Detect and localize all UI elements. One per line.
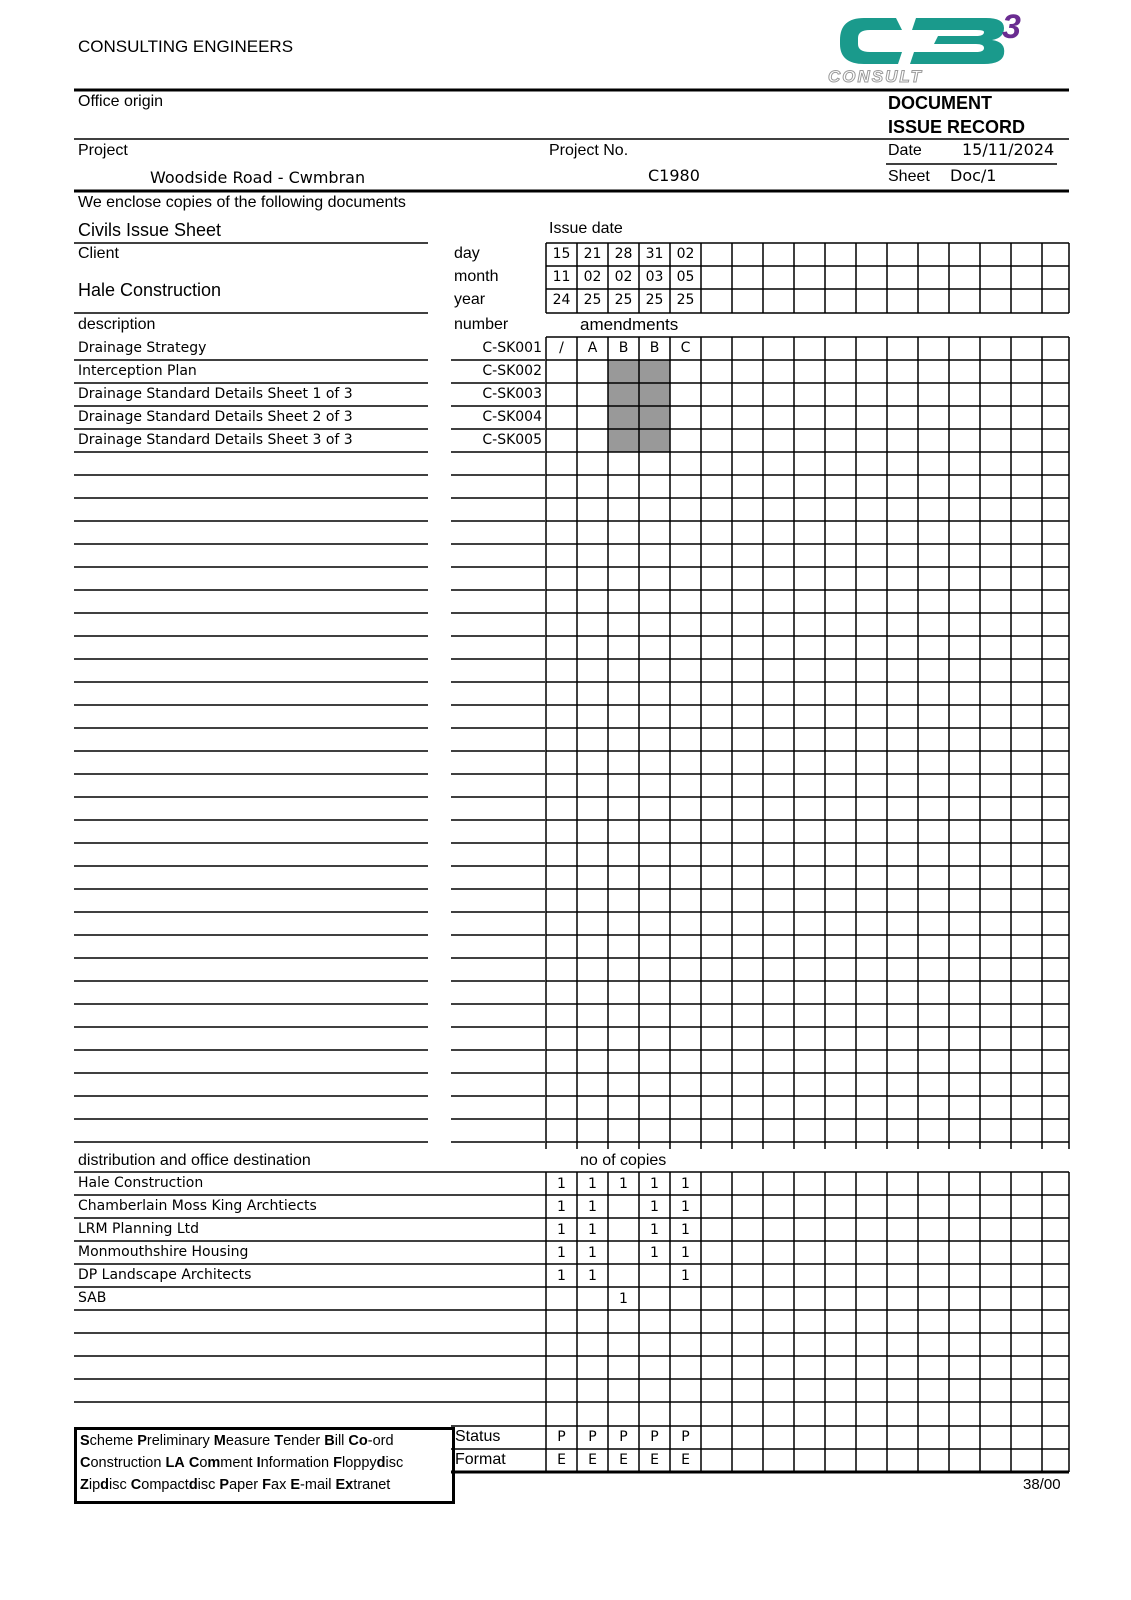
amendment-cell [546, 429, 577, 452]
amendment-cell: A [587, 340, 598, 356]
copies-cell [608, 1265, 639, 1288]
amendment-cell [608, 429, 639, 452]
doc-title-line2: ISSUE RECORD [888, 117, 1026, 137]
project-no-label: Project No. [549, 142, 629, 159]
copies-cell: 1 [681, 1245, 690, 1261]
status-cell: P [681, 1429, 690, 1445]
amendment-cell [608, 406, 639, 429]
distribution-recipient: DP Landscape Architects [78, 1267, 252, 1283]
office-origin-label: Office origin [78, 93, 164, 110]
c3-consult-logo [826, 4, 1056, 86]
distribution-recipient: LRM Planning Ltd [78, 1221, 199, 1237]
document-description: Drainage Standard Details Sheet 2 of 3 [78, 409, 353, 425]
issue-date-label: Issue date [549, 220, 623, 237]
sheet-title: Civils Issue Sheet [78, 220, 222, 240]
amendment-cell [608, 383, 639, 406]
amendment-cell: B [618, 340, 629, 356]
date-value: 15/11/2024 [962, 140, 1055, 159]
format-cell: E [619, 1452, 628, 1468]
amendment-cell [639, 406, 670, 429]
amendment-cell [639, 429, 670, 452]
document-number: C-SK001 [482, 340, 542, 356]
sheet-value: Doc/1 [950, 166, 997, 185]
status-cell: P [650, 1429, 659, 1445]
sheet-label: Sheet [888, 168, 930, 185]
status-cell: P [619, 1429, 628, 1445]
copies-cell: 1 [557, 1245, 566, 1261]
legend-box [74, 1427, 455, 1504]
day-label: day [454, 245, 480, 262]
copies-cell: 1 [557, 1199, 566, 1215]
copies-cell: 1 [619, 1291, 628, 1307]
year-label: year [454, 291, 486, 308]
copies-cell: 1 [681, 1268, 690, 1284]
document-number: C-SK003 [482, 386, 542, 402]
month-label: month [454, 268, 499, 285]
number-header: number [454, 316, 509, 333]
document-number: C-SK002 [482, 363, 542, 379]
copies-cell: 1 [588, 1245, 597, 1261]
copies-cell: 1 [588, 1176, 597, 1192]
format-label: Format [455, 1451, 506, 1468]
legend-line-3: Zipdisc Compactdisc Paper Fax E-mail Extranet [80, 1477, 391, 1493]
amendment-cell [670, 360, 701, 383]
year-cell: 25 [583, 292, 602, 308]
project-no-value: C1980 [648, 166, 700, 185]
copies-cell [577, 1288, 608, 1311]
day-cell: 28 [614, 246, 633, 262]
document-description: Drainage Strategy [78, 340, 207, 356]
company-type: CONSULTING ENGINEERS [78, 37, 294, 56]
copies-cell [546, 1288, 577, 1311]
project-value: Woodside Road - Cwmbran [150, 168, 366, 187]
amendment-cell [546, 406, 577, 429]
month-cell: 05 [676, 269, 695, 285]
form-reference: 38/00 [1023, 1476, 1061, 1493]
day-cell: 31 [645, 246, 664, 262]
status-cell: P [557, 1429, 566, 1445]
document-description: Drainage Standard Details Sheet 3 of 3 [78, 432, 353, 448]
distribution-recipient: Monmouthshire Housing [78, 1244, 249, 1260]
project-label: Project [78, 142, 128, 159]
amendment-cell: B [649, 340, 660, 356]
copies-cell: 1 [588, 1268, 597, 1284]
legend-line-2: Construction LA Comment Information Floppydisc [80, 1455, 404, 1471]
copies-cell: 1 [588, 1199, 597, 1215]
copies-label: no of copies [580, 1152, 667, 1169]
description-header: description [78, 316, 156, 333]
distribution-recipient: Hale Construction [78, 1175, 204, 1191]
month-cell: 11 [552, 269, 571, 285]
amendment-cell: / [559, 340, 564, 356]
amendment-cell [639, 383, 670, 406]
copies-cell: 1 [650, 1199, 659, 1215]
copies-cell: 1 [650, 1176, 659, 1192]
client-label: Client [78, 245, 119, 262]
copies-cell [608, 1196, 639, 1219]
distribution-label: distribution and office destination [78, 1152, 311, 1169]
day-cell: 15 [552, 246, 571, 262]
logo-superscript: 3 [1002, 8, 1021, 46]
copies-cell: 1 [557, 1176, 566, 1192]
amendment-cell [577, 383, 608, 406]
year-cell: 25 [645, 292, 664, 308]
amendment-cell [608, 360, 639, 383]
amendments-header: amendments [580, 315, 679, 334]
day-cell: 02 [676, 246, 695, 262]
status-cell: P [588, 1429, 597, 1445]
amendment-cell: C [680, 340, 691, 356]
distribution-recipient: Chamberlain Moss King Archtiects [78, 1198, 317, 1214]
year-cell: 25 [614, 292, 633, 308]
copies-cell: 1 [557, 1222, 566, 1238]
month-cell: 03 [645, 269, 664, 285]
copies-cell: 1 [588, 1222, 597, 1238]
format-cell: E [681, 1452, 690, 1468]
enclose-text: We enclose copies of the following documents [78, 194, 406, 211]
amendment-cell [546, 383, 577, 406]
month-cell: 02 [614, 269, 633, 285]
format-cell: E [588, 1452, 597, 1468]
date-label: Date [888, 142, 922, 159]
document-number: C-SK004 [482, 409, 542, 425]
copies-cell: 1 [650, 1245, 659, 1261]
copies-cell [639, 1265, 670, 1288]
month-cell: 02 [583, 269, 602, 285]
document-description: Interception Plan [78, 363, 197, 379]
copies-cell: 1 [619, 1176, 628, 1192]
copies-cell: 1 [557, 1268, 566, 1284]
copies-cell: 1 [681, 1199, 690, 1215]
copies-cell [639, 1288, 670, 1311]
amendment-cell [577, 360, 608, 383]
status-label: Status [455, 1428, 501, 1445]
copies-cell: 1 [650, 1222, 659, 1238]
logo-subtext: CONSULT [828, 67, 923, 86]
amendment-cell [639, 360, 670, 383]
amendment-cell [577, 406, 608, 429]
day-cell: 21 [583, 246, 602, 262]
copies-cell [608, 1242, 639, 1265]
format-cell: E [650, 1452, 659, 1468]
document-description: Drainage Standard Details Sheet 1 of 3 [78, 386, 353, 402]
doc-title-line1: DOCUMENT [888, 93, 992, 113]
distribution-recipient: SAB [78, 1290, 107, 1306]
amendment-cell [546, 360, 577, 383]
client-value: Hale Construction [78, 280, 222, 300]
amendment-cell [670, 429, 701, 452]
document-number: C-SK005 [482, 432, 542, 448]
copies-cell: 1 [681, 1176, 690, 1192]
amendment-cell [670, 383, 701, 406]
year-cell: 24 [552, 292, 571, 308]
year-cell: 25 [676, 292, 695, 308]
copies-cell [608, 1219, 639, 1242]
amendment-cell [577, 429, 608, 452]
copies-cell: 1 [681, 1222, 690, 1238]
format-cell: E [557, 1452, 566, 1468]
amendment-cell [670, 406, 701, 429]
copies-cell [670, 1288, 701, 1311]
legend-line-1: Scheme Preliminary Measure Tender Bill Co-ord [80, 1433, 394, 1449]
